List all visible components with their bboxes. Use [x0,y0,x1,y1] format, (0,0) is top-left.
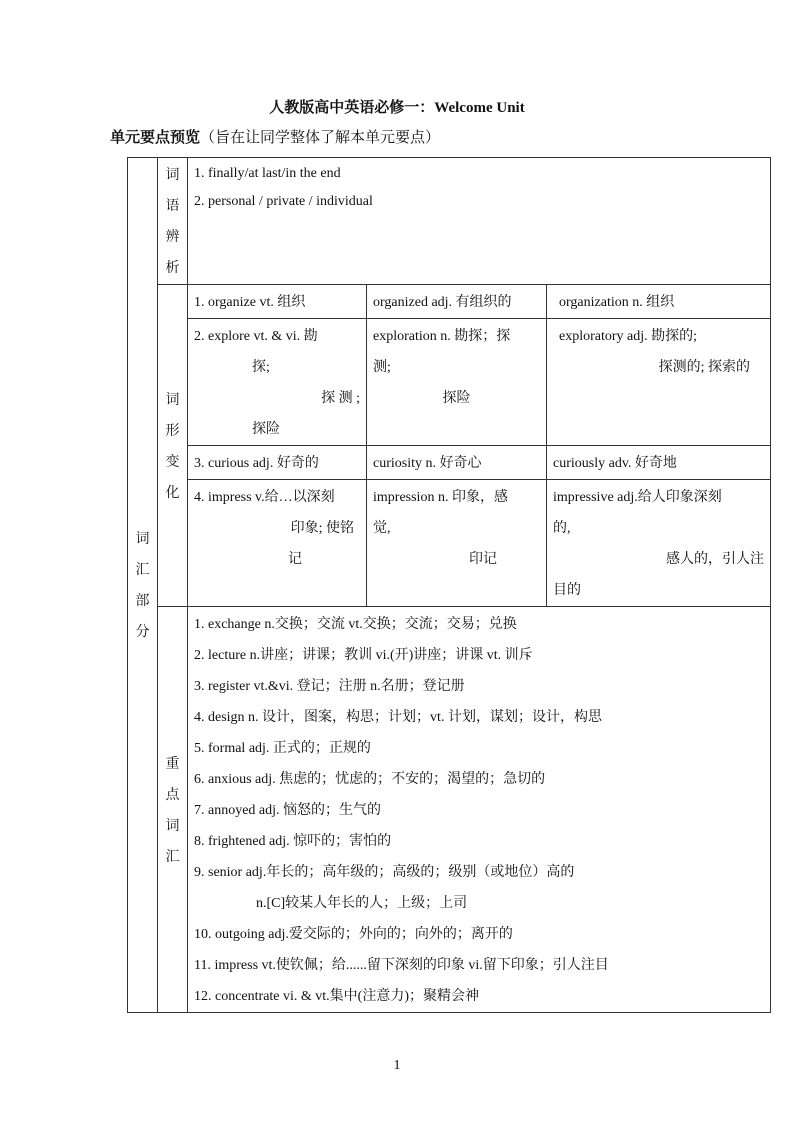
list-item: 1. finally/at last/in the end [194,166,341,181]
list-item: 12. concentrate vi. & vt.集中(注意力)；聚精会神 [194,989,480,1004]
vlabel-char: 汇 [135,563,150,578]
vocab-table [127,157,771,1013]
cell-text: organized adj. 有组织的 [373,295,512,310]
table-cell [188,285,367,319]
cell-text: exploration n. 勘探；探 [373,329,511,344]
cell-text: curiosity n. 好奇心 [373,456,482,471]
cell-text: 探险 [252,422,280,437]
table-cell [188,480,367,607]
list-item: 10. outgoing adj.爱交际的；外向的；向外的；离开的 [194,927,513,942]
cell-text: 测; [373,360,391,375]
vlabel-char: 析 [165,261,180,276]
key-words-label [158,607,188,1013]
table-cell [367,319,547,446]
section-heading [110,126,440,147]
list-item: 11. impress vt.使钦佩；给......留下深刻的印象 vi.留下印象；引人注目 [194,958,609,973]
cell-text: 2. explore vt. & vi. 勘 [194,329,318,344]
vlabel-char: 部 [135,594,150,609]
vlabel-char: 重 [165,756,180,772]
cell-text: exploratory adj. 勘探的; [559,329,698,344]
list-item: 1. exchange n.交换；交流 vt.交换；交流；交易；兑换 [194,617,517,632]
cell-text: 4. impress v.给…以深刻 [194,490,335,505]
cell-text: impression n. 印象，感 [373,490,508,505]
list-item: 6. anxious adj. 焦虑的；忧虑的；不安的；渴望的；急切的 [194,772,546,787]
vlabel-char: 辨 [165,230,180,245]
list-item: 9. senior adj.年长的；高年级的；高级的；级别（或地位）高的 [194,865,575,880]
doc-title: 人教版高中英语必修一：Welcome Unit [269,100,525,116]
cell-text: organization n. 组织 [559,295,675,310]
cell-text: 3. curious adj. 好奇的 [194,456,319,471]
list-item: 2. personal / private / individual [194,194,373,209]
section-heading-bold: 单元要点预览 [110,130,201,146]
cell-text: 感人的，引人注 [666,552,764,567]
cell-text: 觉, [373,521,391,536]
cell-text: 1. organize vt. 组织 [194,295,306,310]
vlabel-char: 化 [165,485,180,501]
page-number: 1 [393,1058,401,1073]
table-cell [367,285,547,319]
list-item: n.[C]较某人年长的人；上级；上司 [256,896,468,911]
cell-text: 目的 [553,583,581,598]
vlabel-char: 词 [165,818,180,834]
cell-text: 探; [252,360,270,375]
cell-text: 探 测 ; [321,391,360,406]
list-item: 8. frightened adj. 惊吓的；害怕的 [194,834,392,849]
list-item: 4. design n. 设计，图案，构思；计划；vt. 计划，谋划；设计，构思 [194,710,602,725]
cell-text: impressive adj.给人印象深刻 [553,490,722,505]
vlabel-char: 词 [165,392,180,408]
vlabel-char: 点 [165,787,180,803]
vlabel-char: 词 [165,168,180,183]
table-cell [547,446,771,480]
vlabel-char: 词 [135,532,150,547]
discrimination-content [188,158,771,285]
cell-text: 印象; 使铭 [290,521,354,536]
table-cell [547,285,771,319]
list-item: 7. annoyed adj. 恼怒的；生气的 [194,803,382,818]
vlabel-char: 语 [165,199,180,214]
vlabel-char: 变 [165,454,180,470]
cell-text: 的, [553,521,571,536]
word-forms-label [158,285,188,607]
list-item: 5. formal adj. 正式的；正规的 [194,741,371,756]
discrimination-label [158,158,188,285]
cell-text: 印记 [469,552,497,567]
list-item: 2. lecture n.讲座；讲课；教训 vi.(开)讲座；讲课 vt. 训斥 [194,648,533,663]
table-cell [367,480,547,607]
cell-text: 记 [288,552,302,567]
section-heading-note: （旨在让同学整体了解本单元要点） [200,130,441,146]
cell-text: 探险 [442,391,471,406]
vocab-section-label [128,158,158,1013]
vlabel-char: 分 [135,625,150,640]
table-cell [188,319,367,446]
table-cell [188,446,367,480]
table-cell [367,446,547,480]
table-cell [547,480,771,607]
table-cell [547,319,771,446]
cell-text: curiously adv. 好奇地 [553,456,677,471]
key-words-content [188,607,771,1013]
vlabel-char: 形 [165,423,180,439]
list-item: 3. register vt.&vi. 登记；注册 n.名册；登记册 [194,679,465,694]
vlabel-char: 汇 [165,849,180,865]
cell-text: 探测的; 探索的 [658,360,750,375]
